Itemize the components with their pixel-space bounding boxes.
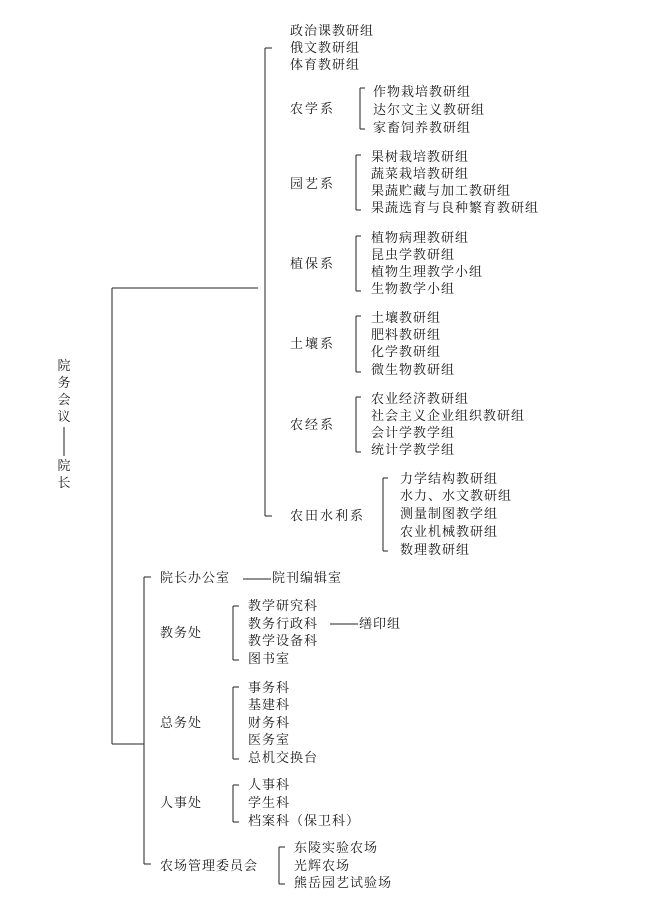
- bracket-shuili: [383, 478, 388, 551]
- bracket-jiaowu: [233, 606, 239, 660]
- department-group: 社会主义企业组织教研组: [371, 409, 526, 424]
- department-group: 肥料教研组: [371, 328, 442, 343]
- root-connector: [112, 288, 258, 744]
- department-group: 果蔬选育与良种繁育教研组: [371, 201, 540, 216]
- root-council: 院 务 会 议: [57, 359, 71, 425]
- division-item: 医务室: [248, 733, 291, 748]
- bracket-zhibao: [356, 236, 361, 291]
- department-group: 果树栽培教研组: [371, 150, 470, 165]
- department-group: 作物栽培教研组: [373, 85, 472, 100]
- division-name: 教务处: [160, 626, 203, 641]
- division-item: 基建科: [248, 698, 291, 713]
- division-item: 光辉农场: [294, 859, 351, 874]
- division-item: 东陵实验农场: [294, 841, 379, 856]
- department-group: 植物病理教研组: [371, 231, 470, 246]
- division-item: 事务科: [248, 681, 291, 696]
- bracket-renshi: [233, 785, 239, 822]
- teaching-group: 政治课教研组: [290, 24, 375, 39]
- department-group: 生物教学小组: [371, 282, 456, 297]
- division-item: 人事科: [248, 778, 291, 793]
- department-name: 农田水利系: [290, 509, 366, 524]
- department-group: 蔬菜栽培教研组: [371, 167, 470, 182]
- division-item: 图书室: [248, 652, 291, 667]
- department-group: 统计学教学组: [371, 443, 456, 458]
- printing-group: 缮印组: [359, 617, 402, 632]
- department-group: 微生物教研组: [371, 363, 456, 378]
- division-item: 熊岳园艺试验场: [294, 876, 393, 891]
- bracket-yuanyi: [356, 155, 361, 210]
- department-group: 测量制图教学组: [400, 507, 499, 522]
- bracket-nongjing: [356, 397, 361, 452]
- division-name: 农场管理委员会: [160, 859, 259, 874]
- division-item: 总机交换台: [248, 751, 319, 766]
- division-item: 财务科: [248, 716, 291, 731]
- department-group: 农业经济教研组: [371, 392, 470, 407]
- department-name: 农学系: [290, 102, 336, 117]
- department-group: 农业机械教研组: [400, 525, 499, 540]
- department-group: 数理教研组: [400, 543, 471, 558]
- division-item: 教务行政科: [248, 617, 319, 632]
- bracket-nongchang: [279, 847, 285, 884]
- bracket-zongwu: [233, 687, 239, 759]
- admin-bracket: [144, 577, 151, 864]
- department-group: 植物生理教学小组: [371, 265, 484, 280]
- division-item: 教学设备科: [248, 634, 319, 649]
- teaching-group: 体育教研组: [290, 58, 361, 73]
- division-item: 档案科（保卫科）: [248, 814, 361, 829]
- root-president: 院 长: [57, 459, 71, 491]
- teaching-group: 俄文教研组: [290, 41, 361, 56]
- division-item: 教学研究科: [248, 599, 319, 614]
- department-group: 果蔬贮藏与加工教研组: [371, 184, 512, 199]
- department-group: 化学教研组: [371, 345, 442, 360]
- department-name: 土壤系: [290, 337, 336, 352]
- academic-bracket: [265, 48, 272, 516]
- bracket-nongxue: [360, 88, 365, 129]
- department-name: 植保系: [290, 257, 336, 272]
- department-group: 昆虫学教研组: [371, 248, 456, 263]
- bracket-turang: [356, 316, 361, 372]
- department-group: 家畜饲养教研组: [373, 121, 472, 136]
- division-name: 人事处: [160, 796, 203, 811]
- president-office: 院长办公室: [160, 571, 231, 586]
- department-group: 会计学教学组: [371, 426, 456, 441]
- division-name: 总务处: [160, 716, 203, 731]
- division-item: 学生科: [248, 796, 291, 811]
- department-group: 水力、水文教研组: [400, 489, 513, 504]
- department-group: 土壤教研组: [371, 311, 442, 326]
- journal-office: 院刊编辑室: [272, 571, 343, 586]
- department-name: 园艺系: [290, 177, 336, 192]
- department-group: 达尔文主义教研组: [373, 103, 486, 118]
- department-name: 农经系: [290, 418, 336, 433]
- department-group: 力学结构教研组: [400, 472, 499, 487]
